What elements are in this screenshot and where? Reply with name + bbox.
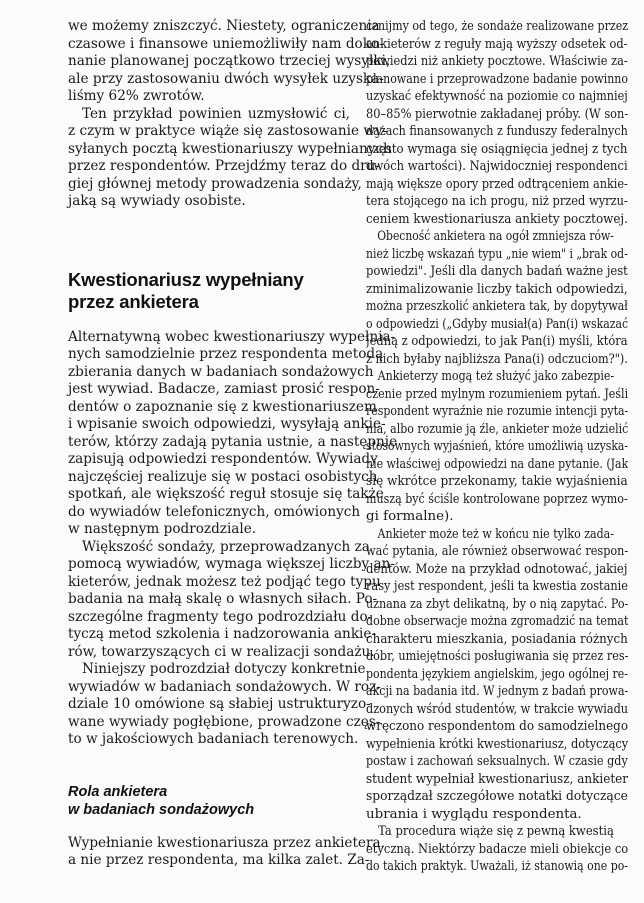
text-line: szczególne fragmenty tego podrozdziału do-	[68, 608, 373, 625]
text-line: dentów. Może na przykład odnotować, jakiej	[366, 561, 628, 577]
text-line: dobne obserwacje można zgromadzić na temat	[366, 614, 628, 629]
text-line: czenie przed mylnym rozumieniem pytań. Jeśli	[366, 386, 628, 402]
text-line: mają większe opory przed odtrąceniem ankie-	[366, 176, 628, 192]
text-line: akcji na badania itd. W jednym z badań prowa-	[366, 684, 628, 699]
text-line: syłanych pocztą kwestionariuszy wypełnianych	[68, 140, 392, 157]
text-line: jedną z odpowiedzi, to jak Pan(i) myśli, która	[366, 334, 628, 349]
text-line: Wypełnianie kwestionariusza przez ankietera,	[68, 834, 385, 851]
text-line: często wymaga się osiągnięcia jednej z tych	[366, 141, 628, 157]
text-line: stosownych wyjaśnień, które umożliwią uzyska-	[366, 439, 628, 454]
text-line: terów, którzy zadają pytania ustnie, a następnie	[68, 433, 398, 450]
text-line: Niniejszy podrozdział dotyczy konkretnie	[82, 661, 366, 677]
text-line: 80–85% pierwotnie zakładanej próby. (W son-	[366, 106, 628, 122]
paragraph	[366, 368, 628, 526]
text-line: w następnym podrozdziale.	[68, 521, 257, 537]
text-line: uznana za zbyt delikatną, by o nią zapytać. Po-	[366, 596, 628, 612]
text-line: student wypełniał kwestionariusz, ankieter	[366, 771, 628, 787]
text-line: ale przy zastosowaniu dwóch wysyłek uzyska-	[68, 70, 384, 87]
text-line: wane wywiady pogłębione, prowadzone częs-	[68, 713, 381, 730]
text-line: powiedzi". Jeśli dla danych badań ważne jest	[366, 264, 628, 279]
text-line: respondent wyraźnie nie rozumie intencji pyta-	[366, 404, 628, 419]
text-line: Alternatywną wobec kwestionariuszy wypełnia-	[68, 328, 396, 345]
text-line: cznijmy od tego, że sondaże realizowane przez	[366, 19, 628, 34]
text-line: można przeszkolić ankietera tak, by dopytywał	[366, 299, 628, 314]
text-line: wywiadów w badaniach sondażowych. W roz-	[68, 678, 381, 695]
text-line: postaw i zachowań seksualnych. W czasie gdy	[366, 754, 628, 769]
text-line: Ankieter może też w końcu nie tylko zada-	[377, 526, 614, 542]
text-line: gi formalne).	[366, 509, 454, 524]
text-line: pomocą wywiadów, wymaga większej liczby an-	[68, 556, 395, 572]
text-line: etyczną. Niektórzy badacze mieli obiekcje co	[366, 841, 628, 857]
text-line: wręczono respondentom do samodzielnego	[366, 719, 628, 734]
text-line: najczęściej realizuje się w postaci osobistych	[68, 468, 378, 485]
text-line: Ten przykład powinien uzmysłowić ci,	[82, 105, 350, 122]
text-line: rów, towarzyszących ci w realizacji sondażu.	[68, 643, 375, 660]
paragraph	[366, 18, 628, 228]
text-line: nia, albo rozumie ją źle, ankieter może udzielić	[366, 421, 628, 437]
paragraph	[68, 661, 381, 749]
text-line: Większość sondaży, przeprowadzanych za	[82, 538, 370, 555]
paragraph	[366, 823, 628, 876]
text-line: spotkań, ale większość reguł stosuje się także	[68, 486, 384, 502]
text-line: o odpowiedzi („Gdyby musiał(a) Pan(i) wskazać	[366, 316, 628, 332]
text-line: giej głównej metody prowadzenia sondaży,	[68, 175, 362, 192]
text-line: kieterów, jednak możesz też podjąć tego typu	[68, 573, 381, 590]
text-line: we możemy zniszczyć. Niestety, ograniczenia	[68, 18, 380, 34]
left-column	[68, 18, 398, 870]
text-line: dzonych wśród studentów, w trakcie wywiadu	[366, 701, 628, 717]
text-line: nanie planowanej początkowo trzeciej wysyłki,	[68, 53, 391, 69]
text-line: a nie przez respondenta, ma kilka zalet. Za-	[68, 852, 370, 868]
text-line: tera stojącego na ich progu, niż przed wyrzu-	[366, 194, 628, 209]
section-heading	[68, 269, 350, 313]
text-line: ankieterów z reguły mają wyższy odsetek od-	[366, 36, 628, 52]
text-line: planowane i przeprowadzone badanie powinno	[366, 71, 628, 87]
text-line: nież liczbę wskazań typu „nie wiem" i „brak od-	[366, 246, 628, 262]
paragraph	[68, 834, 385, 870]
text-line: Obecność ankietera na ogół zmniejsza rów-	[377, 229, 614, 244]
text-line: badania na małą skalę o własnych siłach. Po-	[68, 591, 378, 607]
text-line: zbierania danych w badaniach sondażowych	[68, 363, 374, 380]
paragraph	[366, 228, 628, 368]
text-line: wypełnienia krótki kwestionariusz, dotyczący	[366, 736, 628, 752]
text-line: powiedzi niż ankiety pocztowe. Właściwie za-	[366, 54, 628, 69]
text-line: ubrania i wyglądu respondenta.	[366, 806, 582, 822]
text-line: dentów o zapoznanie się z kwestionariuszem	[68, 398, 377, 415]
text-line: nych samodzielnie przez respondenta metodą	[68, 346, 384, 362]
text-line: i wpisanie swoich odpowiedzi, wysyłają ankie-	[68, 416, 386, 432]
text-line: uzyskać efektywność na poziomie co najmniej	[366, 89, 628, 104]
subsection-heading	[68, 783, 350, 819]
text-line: sporządzał szczegółowe notatki dotyczące	[366, 789, 628, 804]
text-line: do wywiadów telefonicznych, omówionych	[68, 503, 361, 520]
text-line: dażach finansowanych z funduszy federalnych	[366, 124, 628, 139]
text-line: się wkrótce przekonamy, takie wyjaśnienia	[366, 474, 628, 489]
text-line: dziale 10 omówione są słabiej ustrukturyzo-	[68, 696, 371, 712]
text-line: to w jakościowych badaniach terenowych.	[68, 731, 359, 747]
text-line: jest wywiad. Badacze, zamiast prosić respon-	[68, 381, 380, 397]
subheading-line: Rola ankietera	[68, 783, 168, 800]
text-line: Ta procedura wiąże się z pewną kwestią	[378, 824, 614, 839]
text-line: zapisują odpowiedzi respondentów. Wywiady	[68, 451, 378, 467]
text-line: z nich byłaby najbliższa Pana(i) odczuciom?").	[366, 351, 628, 367]
text-line: tyczą metod szkolenia i nadzorowania ankie-	[68, 626, 377, 642]
text-line: Ankieterzy mogą też służyć jako zabezpie-	[377, 369, 615, 384]
text-line: wać pytania, ale również obserwować respon-	[366, 544, 628, 559]
text-line: przez respondentów. Przejdźmy teraz do dru-	[68, 158, 381, 174]
text-line: zminimalizowanie liczby takich odpowiedzi,	[366, 281, 628, 297]
text-line: muszą być ściśle kontrolowane poprzez wymo-	[366, 491, 628, 507]
text-line: pondenta językiem angielskim, jego ogólnej re-	[366, 666, 628, 682]
paragraph	[68, 538, 395, 662]
text-line: dwóch wartości). Najwidoczniej respondenci	[366, 159, 628, 174]
heading-line: Kwestionariusz wypełniany	[68, 268, 304, 290]
text-line: dóbr, umiejętności posługiwania się przez res-	[366, 649, 628, 664]
text-line: nie właściwej odpowiedzi na dane pytanie. (Jak	[366, 456, 628, 472]
text-line: rasy jest respondent, jeśli ta kwestia zostanie	[366, 579, 628, 594]
text-line: czasowe i finansowe uniemożliwiły nam doko-	[68, 35, 384, 52]
text-line: jaką są wywiady osobiste.	[68, 193, 246, 209]
paragraph	[68, 105, 392, 211]
text-line: liśmy 62% zwrotów.	[68, 88, 205, 104]
heading-line: przez ankietera	[68, 290, 199, 312]
text-line: do takich praktyk. Uważali, iż stanowią one po-	[366, 859, 628, 874]
paragraph	[366, 526, 628, 824]
text-line: z czym w praktyce wiąże się zastosowanie wy-	[68, 123, 388, 139]
subheading-line: w badaniach sondażowych	[68, 801, 255, 818]
text-line: charakteru mieszkania, posiadania różnych	[366, 631, 628, 647]
text-line: ceniem kwestionariusza ankiety pocztowej.	[366, 211, 628, 227]
paragraph	[68, 18, 391, 106]
paragraph	[68, 328, 398, 539]
right-column	[366, 18, 628, 876]
